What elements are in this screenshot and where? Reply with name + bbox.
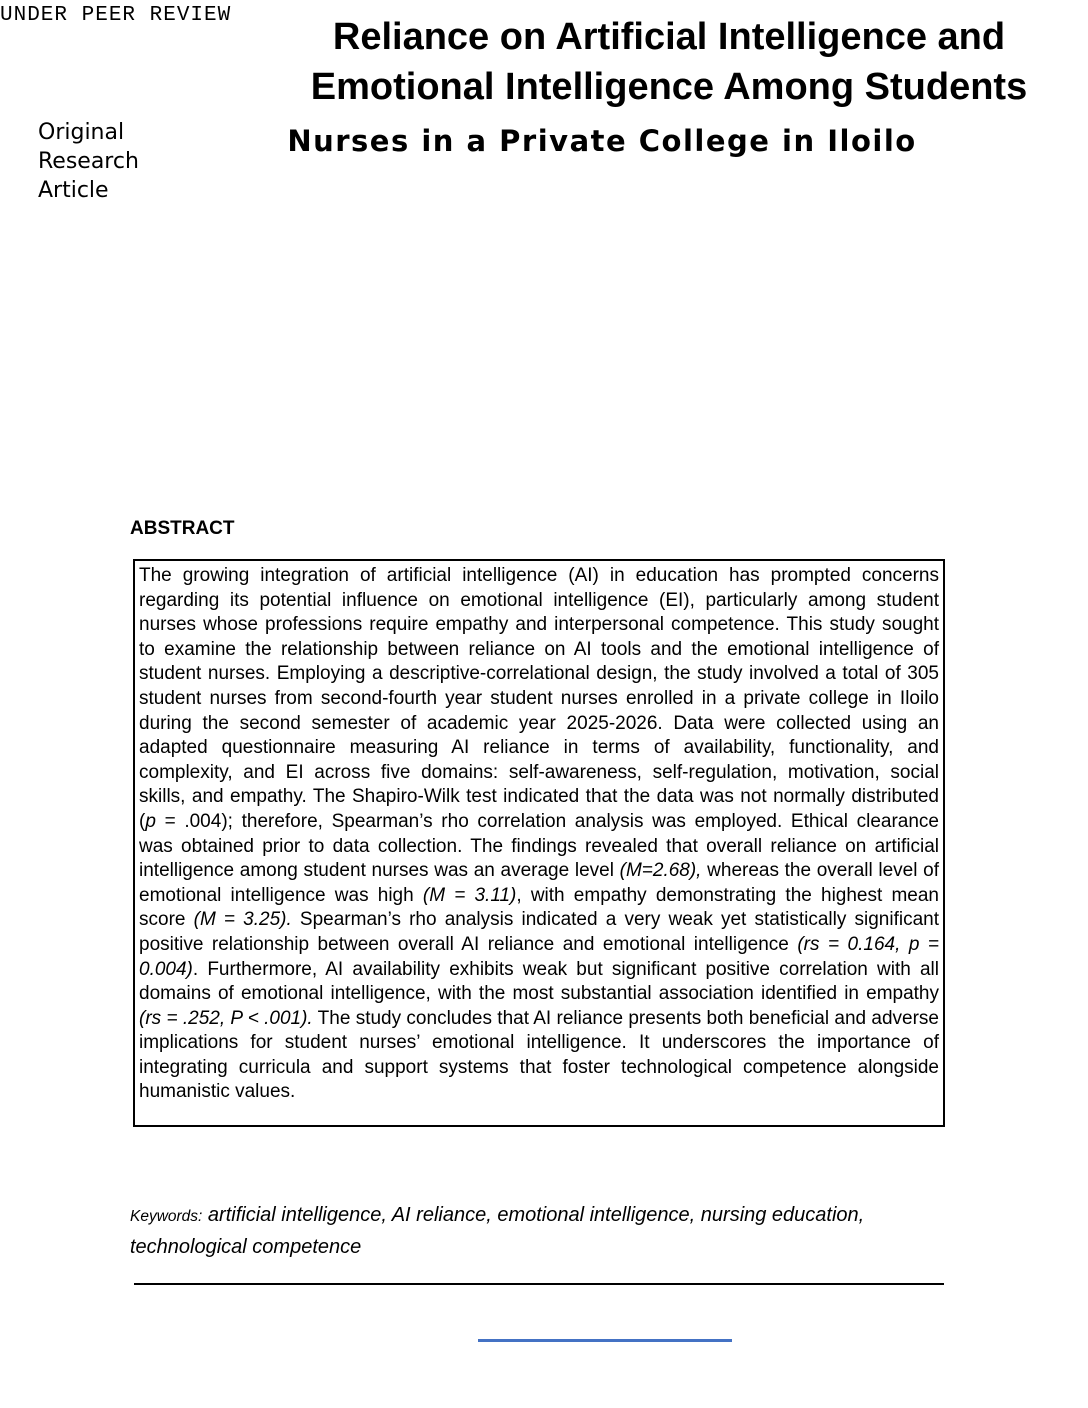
abstract-segment: , with empathy demonstrating the highest mean score [139,884,939,931]
abstract-segment: The growing integration of artificial intelligence (AI) in education has prompted concerns regarding its potential influence on emotional intelligence (EI), particularly among student nurses whose professions require empathy and interpersonal competence. This study sought to examine the relationship between reliance on AI tools and the emotional intelligence of student nurses. Employing a descriptive-correlational design, the study involved a total of 305 student nurses from second-fourth year student nurses enrolled in a private college in Iloilo during the second semester of academic year 2025-2026. Data were collected using an adapted questionnaire measuring AI reliance in terms of availability, functionality, and complexity, and EI across five domains: self-awareness, self-regulation, motivation, social skills, and empathy. The Shapiro-Wilk test indicated that the data was not normally distributed ( [139,565,939,832]
abstract-heading: ABSTRACT [130,518,235,539]
abstract-segment: . Furthermore, AI availability exhibits weak but significant positive correlation with all domains of emotional intelligence, with the most substantial association identified in empathy [139,958,939,1005]
abstract-segment: (rs = 0.164, p = 0.004) [139,933,939,980]
abstract-segment: whereas the overall level of emotional intelligence was high [139,860,939,906]
paper-title-line1: Reliance on Artificial Intelligence and [332,16,1006,58]
peer-review-watermark: UNDER PEER REVIEW [0,4,232,27]
paper-title-line2: Emotional Intelligence Among Students [310,66,1028,108]
article-type-label: Original Research Article [38,120,139,203]
footer-link-underline [478,1339,732,1342]
keywords-text: artificial intelligence, AI reliance, emotional intelligence, nursing education, technological competence [130,1204,865,1258]
abstract-segment: = .004); therefore, Spearman’s rho correlation analysis was employed. Ethical clearance was obtained prior to data collection. The findings revealed that overall reliance on artificial intelligence among student nurses was an average level [139,810,939,882]
paper-subtitle: Nurses in a Private College in Iloilo [287,124,917,158]
abstract-segment: (M=2.68), [619,860,702,882]
paper-title [250,12,1088,112]
abstract-box [133,559,945,1127]
abstract-segment: The study concludes that AI reliance presents both beneficial and adverse implications for student nurses’ emotional intelligence. It underscores the importance of integrating curricula and support systems that foster technological competence alongside humanistic values. [139,1007,939,1103]
keywords-block [130,1200,940,1263]
abstract-segment: (M = 3.25). [193,909,292,931]
abstract-segment: (M = 3.11) [422,884,517,906]
keywords-label: Keywords: [130,1208,203,1225]
abstract-segment: Spearman’s rho analysis indicated a very weak yet statistically significant positive relationship between overall AI reliance and emotional intelligence [139,909,939,955]
footer-divider-line [134,1283,944,1285]
abstract-segment: p [145,810,156,832]
abstract-segment: (rs = .252, P < .001). [139,1007,313,1029]
